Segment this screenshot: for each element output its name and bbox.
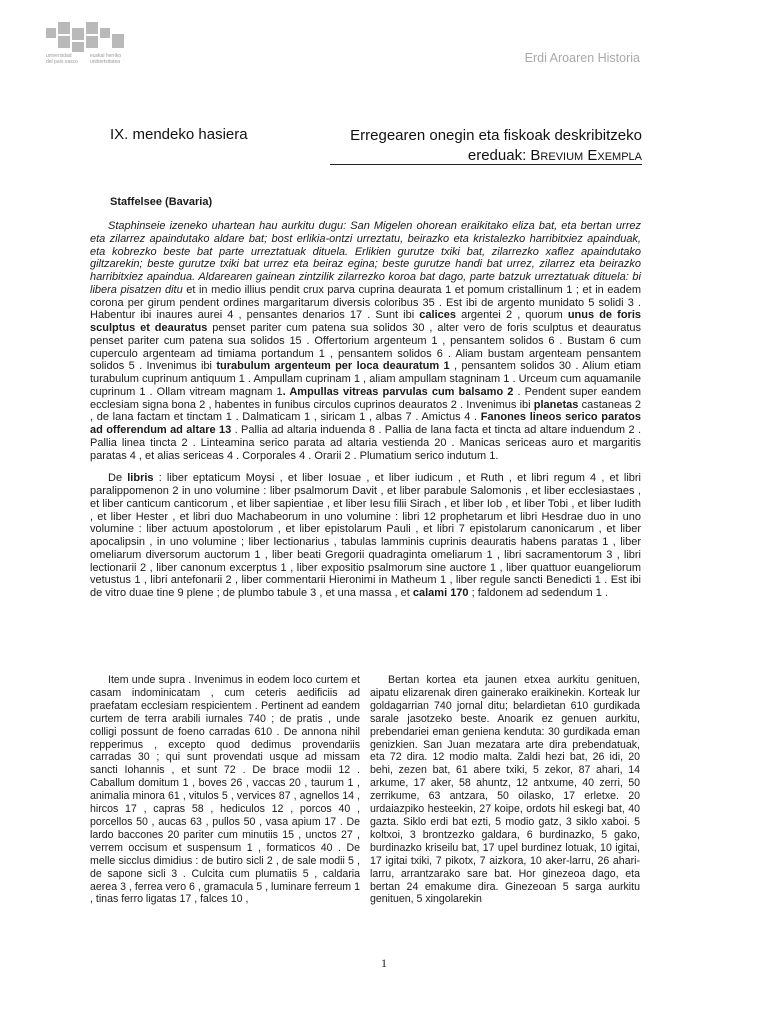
document-title-source: Brevium Exempla	[530, 147, 642, 164]
bold-term: calami 170	[412, 587, 469, 599]
basque-column	[370, 674, 640, 906]
title-underline	[330, 164, 642, 165]
document-title-line1: Erregearen onegin eta fiskoak deskribitzeko	[350, 127, 642, 144]
latin-column-text: Item unde supra . Invenimus in eodem loco curtem et casam indominicatam , cum ceteris aedificiis ad praefatam ecclesiam respicientem . Pertinent ad eandem curtem de terra arabili iurnales 740 ; de pratis , unde colligi possunt de foeno carradas 610 . De annona nihil repperimus , excepto quod dedimus provendariis carradas 30 ; qui sunt provendati usque ad missam sancti Iohannis , et sunt 72 . De brace modii 12 . Caballum domitum 1 , boves 26 , vaccas 20 , taurum 1 , animalia minora 61 , vitulos 5 , vervices 87 , agnellos 14 , hircos 17 , capras 58 , hediculos 12 , porcos 40 , porcellos 50 , aucas 63 , pullos 50 , vasa apium 17 . De lardo baccones 20 pariter cum minutiis 15 , unctos 27 , verrem occisum et suspensum 1 , formaticos 40 . De melle sicclus dimidius : de butiro sicli 2 , de sale modii 5 , de sapone sicli 3 . Culcita cum plumatiis 5 , caldaria aerea 3 , ferrea vero 6 , gramacula 5 , luminare ferreum 1 , tinas ferro ligatas 17 , falces 10 ,	[90, 674, 360, 906]
text-run: . Pallia ad altaria induenda 8 . Pallia de lana facta et tincta ad altare induendum 2 . Pallia linea tincta 2 . Linteamina serico parata ad altaria vestienda 20 . Manicas sericeas auro et margaritis paratas 4 , et alias sericeas 4 . Corporales 4 . Orarii 2 . Plumatium serico indutum 1.	[90, 424, 641, 462]
main-text-block	[90, 220, 641, 600]
bold-term: planetas	[533, 398, 579, 411]
text-run: : liber eptaticum Moysi , et liber Iosuae , et liber iudicum , et Ruth , et libri regum 4 , et libri paralippomenon 2 in uno volumine : liber psalmorum Davit , et liber parabule Salomonis , et liber ecclesiastaes , et liber canticum canticorum , et liber sapientiae , et liber Iesu filii Sirach , et liber Iob , et liber Tobi , et liber Iudith , et liber Hester , et libri duo Machabeorum in uno volumine : libri 12 prophetarum et libri Hesdrae duo in uno volumine : liber actuum apostolorum , et liber epistolarum Pauli , et libri 7 epistolarum canonicarum , et liber apocalipsin , in uno volumine ; liber lectionarius , tabulas lamminis cuprinis deauratis habens paratas 1 , liber omeliarum diversorum auctorum 1 , liber beati Gregorii quadraginta omeliarum 1 , libri sacramentorum 3 , libri lectionarii 2 , liber canonum excerptus 1 , liber expositio psalmorum sine auctore 1 , liber quattuor euangeliorum vetustus 1 , libri antefonarii 2 , liber commentarii Hieronimi in Matheum 1 , liber regule sancti Benedicti 1 . Est ibi de vitro duae tine 9 plene ; de plumbo tabule 3 , et una massa , et	[90, 472, 641, 599]
text-run: penset pariter cum patena sua solidos 30 , alter vero de foris sculptus et deauratus penset pariter cum patena sua solidos 15 . Offertorium argenteum 1 , pensantem solidos 6 . Bustam 6 cum cuperculo argenteam ad timiama portandum 1 , pensantem solidos 6 . Aliam bustam argenteam pensantem solidos 5 . Invenimus ibi	[90, 322, 641, 373]
text-run: ; faldonem ad sedendum 1 .	[468, 587, 608, 599]
document-date-title: IX. mendeko hasiera	[110, 126, 248, 143]
paragraph-books	[90, 472, 641, 600]
latin-column	[90, 674, 360, 906]
bold-term: Fanones lineos serico paratos ad offerendum ad altare 13	[90, 411, 641, 436]
text-run: , pensantem solidos 30 . Alium etiam turabulum cuprinum antiquum 1 . Ampullam cuprinam 1 , aliam ampullam stagninam 1 . Urceum cum aquamanile cuprinum 1 . Ollam vitream magnam 1	[90, 360, 641, 398]
bold-term: libris	[127, 472, 154, 485]
text-run: De	[108, 472, 128, 485]
document-title	[330, 126, 642, 166]
bold-term: calices	[419, 309, 456, 322]
bold-term: unus de foris sculptus et deauratus	[90, 309, 641, 334]
university-name-left: universidad del país vasco	[46, 53, 78, 65]
section-heading: Staffelsee (Bavaria)	[110, 196, 213, 208]
university-logo-mark-icon	[46, 20, 128, 54]
text-run: . Pendent super eandem ecclesiam signa bona 2 , habentes in funibus circulos cuprinos deauratos 2 . Invenimus ibi	[90, 385, 642, 411]
series-title: Erdi Aroaren Historia	[524, 51, 640, 65]
text-run: argentei 2 , quorum	[455, 309, 568, 322]
basque-column-text: Bertan kortea eta jaunen etxea aurkitu genituen, aipatu elizarenak diren gainerako eraikinekin. Korteak lur goldagarrian 740 jornal ditu; belardietan 610 gurdikada sarale jasotzeko beste. Anoarik ez genuen aurkitu, prebendariei eman geniena kenduta: 30 gurdikada eman genizkien. San Juan mezatara arte dira prebendatuak, eta 72 dira. 12 modio malta. Zaldi hezi bat, 26 idi, 20 behi, zezen bat, 61 abere txiki, 5 zekor, 87 ahari, 14 arkume, 17 aker, 58 ahuntz, 12 antxume, 40 zerri, 50 zerrikume, 63 antzara, 50 oilasko, 17 erletxe. 20 urdaiazpiko hesteekin, 27 koipe, ordots hil eskegi bat, 40 gazta. Siklo erdi bat ezti, 5 modio gatz, 3 siklo xaboi. 5 koltxoi, 3 brontzezko galdara, 6 burdinazko, 5 gako, burdinazko kriseilu bat, 17 upel burdinez lotuak, 10 igitai, 17 igitai txiki, 7 pikotx, 7 aizkora, 10 aker-larru, 26 ahari-larru, arrantzarako sare bat. Hor ginezeoa dago, eta bertan 24 emakume dira. Ginezeoan 5 sarga aurkitu genituen, 5 xingolarekin	[370, 674, 640, 906]
document-title-line2	[330, 146, 642, 166]
paragraph-treasury	[90, 220, 641, 462]
bold-term: . Ampullas vitreas parvulas cum balsamo 2	[282, 385, 514, 398]
document-title-prefix: ereduak:	[467, 147, 531, 164]
text-run: castaneas 2 , de lana factam et tinctam 1 . Dalmaticam 1 , siricam 1 , albas 7 . Amictus 4 .	[90, 398, 642, 424]
paragraph-treasury-intro: Staphinseie izeneko uhartean hau aurkitu dugu: San Migelen ohorean eraikitako eliza bat, eta bertan urrez eta zilarrez apaindutako aldare bat; bost erlikia-ontzi urreztatu, beirazko eta kristalezko harribitxiez apainduak, eta kobrezko beste bat parte urreztatuak dituela. Erlikien gurutze txiki bat, zilarrezko xaflez apaindutako giltzarekin; beste gurutze txiki bat urrez eta beiraz egina; beste gurutze handi bat urrez, zilarrez eta beirazko harribitxiez apaindua. Aldarearen gainean zintzilik zilarrezko koroa bat dago, parte batzuk urreztatuak dituela: bi libera pisatzen ditu	[90, 220, 641, 296]
page-number: 1	[381, 956, 387, 970]
text-run: et in medio illius pendit crux parva cuprina deaurata 1 et pomum cristallinum 1 ; et in eadem corona per girum pendent ordines margaritarum diversis coloribus 35 . Est ibi de argento munidato 5 solidi 3 . Habentur ibi inaures aurei 4 , pensantes denarios 17 . Sunt ibi	[90, 283, 641, 322]
university-logo	[46, 20, 132, 70]
university-name-right: euskal herriko unibertsitatea	[90, 53, 122, 65]
bold-term: turabulum argenteum per loca deauratum 1	[216, 360, 450, 373]
